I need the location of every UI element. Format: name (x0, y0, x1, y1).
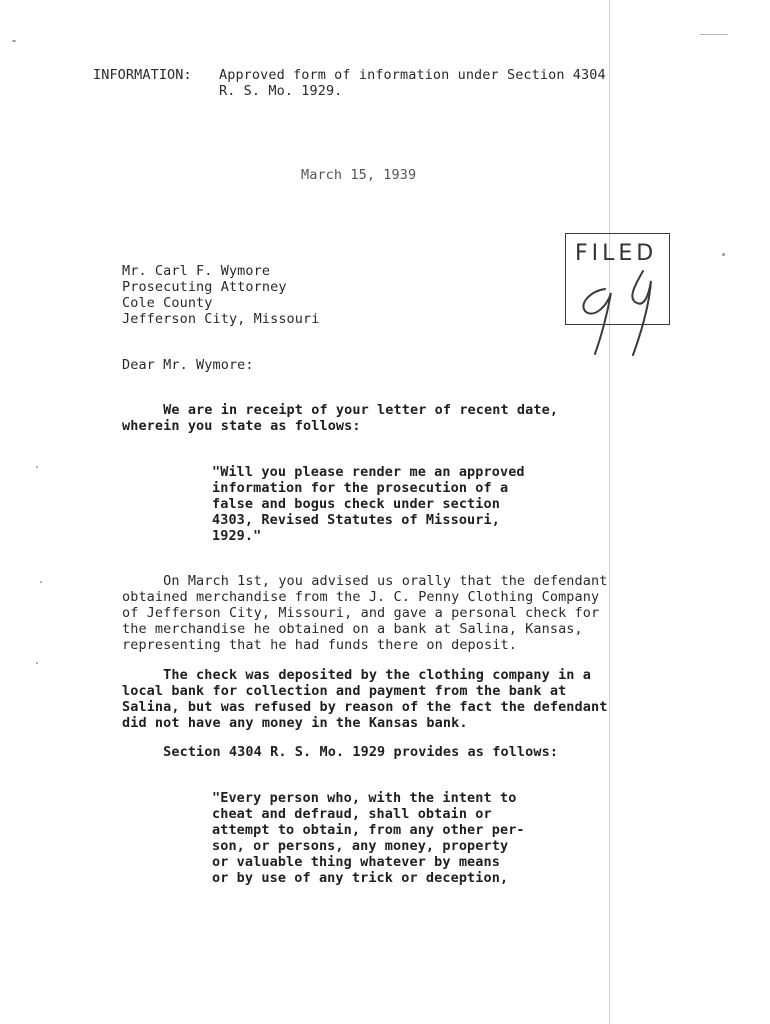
quote-1-line: "Will you please render me an approved (212, 464, 525, 480)
header-line-1: Approved form of information under Section 4304 (219, 67, 606, 83)
paragraph-2-line: representing that he had funds there on deposit. (122, 637, 517, 653)
paragraph-2-line: obtained merchandise from the J. C. Penny Clothing Company (122, 589, 600, 605)
quote-2-line: or valuable thing whatever by means (212, 854, 500, 870)
addressee-title: Prosecuting Attorney (122, 279, 287, 295)
paragraph-3-line: local bank for collection and payment from the bank at (122, 683, 567, 699)
filed-stamp (561, 229, 676, 356)
letter-date: March 15, 1939 (301, 167, 417, 183)
handwritten-number-mark (561, 229, 676, 356)
paragraph-3-line: Salina, but was refused by reason of the fact the defendant (122, 699, 608, 715)
paragraph-1-line: wherein you state as follows: (122, 418, 361, 434)
paragraph-3-line: did not have any money in the Kansas bank. (122, 715, 468, 731)
page-fold-line (609, 0, 610, 1024)
quote-1-line: 1929." (212, 528, 262, 544)
quote-1-line: information for the prosecution of a (212, 480, 509, 496)
quote-1-line: 4303, Revised Statutes of Missouri, (212, 512, 500, 528)
quote-2-line: son, or persons, any money, property (212, 838, 509, 854)
paragraph-2-line: the merchandise he obtained on a bank at Salina, Kansas, (122, 621, 583, 637)
paragraph-2-line: On March 1st, you advised us orally that the defendant (122, 573, 608, 589)
scan-speck (722, 253, 725, 256)
addressee-city: Jefferson City, Missouri (122, 311, 320, 327)
paragraph-4: Section 4304 R. S. Mo. 1929 provides as follows: (122, 744, 559, 760)
header-line-2: R. S. Mo. 1929. (219, 83, 343, 99)
quote-2-line: or by use of any trick or deception, (212, 870, 509, 886)
scan-speck (12, 40, 16, 42)
quote-2-line: cheat and defraud, shall obtain or (212, 806, 492, 822)
quote-1-line: false and bogus check under section (212, 496, 500, 512)
addressee-name: Mr. Carl F. Wymore (122, 263, 271, 279)
quote-2-line: "Every person who, with the intent to (212, 790, 517, 806)
addressee-county: Cole County (122, 295, 213, 311)
paragraph-1-line: We are in receipt of your letter of recent date, (122, 402, 559, 418)
scan-speck (36, 466, 38, 468)
salutation: Dear Mr. Wymore: (122, 357, 254, 373)
paragraph-3-line: The check was deposited by the clothing company in a (122, 667, 591, 683)
quote-2-line: attempt to obtain, from any other per- (212, 822, 525, 838)
scan-speck (700, 34, 728, 35)
scan-speck (36, 662, 38, 664)
stamp-label: FILED (575, 241, 658, 266)
scan-speck (40, 581, 42, 583)
header-label: INFORMATION: (93, 67, 192, 83)
paragraph-2-line: of Jefferson City, Missouri, and gave a personal check for (122, 605, 600, 621)
